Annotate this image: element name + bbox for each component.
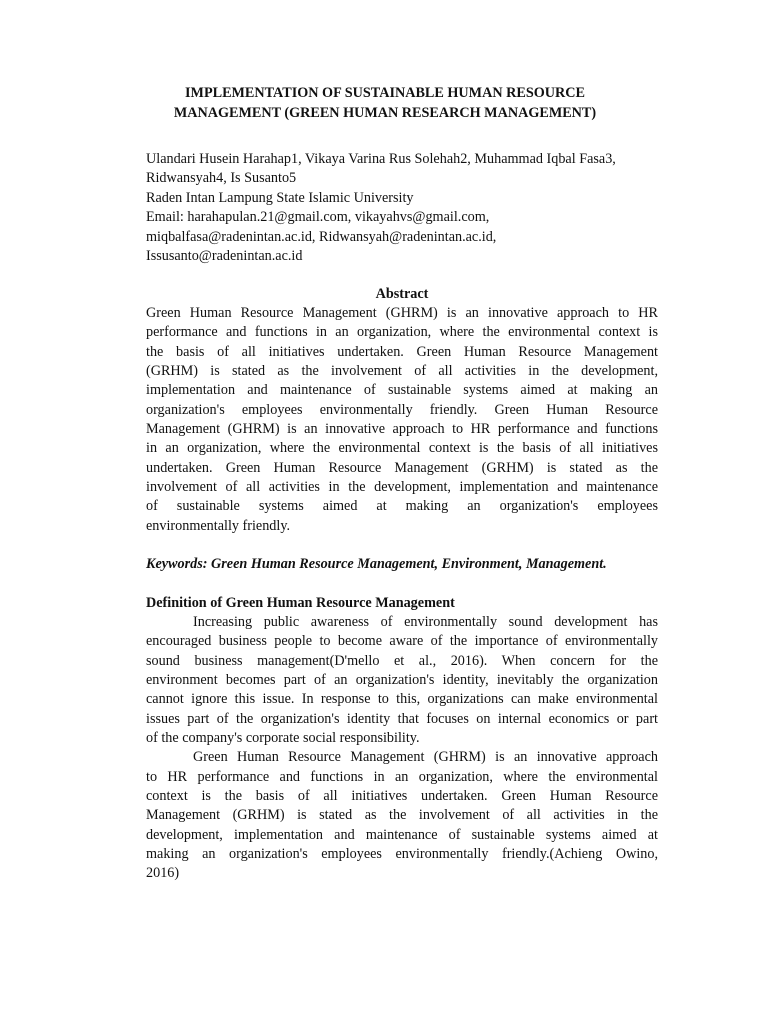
author-block bbox=[146, 150, 666, 266]
section-line: to HR performance and functions in an organization, where the environmental bbox=[146, 768, 658, 785]
abstract-line: (GRHM) is stated as the involvement of all activities in the development, bbox=[146, 363, 658, 380]
section-line: context is the basis of all initiatives undertaken. Green Human Resource bbox=[146, 788, 658, 805]
email-line: miqbalfasa@radenintan.ac.id, Ridwansyah@radenintan.ac.id, bbox=[146, 228, 497, 245]
abstract-line: in an organization, where the environmental context is the basis of all initiatives bbox=[146, 440, 658, 457]
abstract-line: performance and functions in an organization, where the environmental context is bbox=[146, 324, 658, 341]
title-line: MANAGEMENT (GREEN HUMAN RESEARCH MANAGEMENT) bbox=[173, 105, 597, 121]
abstract-line: involvement of all activities in the development, implementation and maintenance bbox=[146, 479, 658, 496]
section-line: 2016) bbox=[146, 865, 180, 882]
section-line: issues part of the organization's identity that focuses on internal economics or part bbox=[146, 710, 658, 727]
email-line: Issusanto@radenintan.ac.id bbox=[146, 248, 303, 265]
abstract-heading: Abstract bbox=[375, 286, 429, 302]
email-line: Email: harahapulan.21@gmail.com, vikayahvs@gmail.com, bbox=[146, 209, 490, 226]
section-line: cannot ignore this issue. In response to this, organizations can make environmental bbox=[146, 691, 658, 708]
section-line: making an organization's employees environmentally friendly.(Achieng Owino, bbox=[146, 846, 658, 863]
section-body bbox=[146, 613, 658, 884]
abstract-line: undertaken. Green Human Resource Management (GRHM) is stated as the bbox=[146, 459, 658, 476]
abstract-line: Green Human Resource Management (GHRM) is an innovative approach to HR bbox=[146, 305, 658, 321]
section-heading: Definition of Green Human Resource Management bbox=[146, 595, 455, 611]
abstract-line: organization's employees environmentally friendly. Green Human Resource bbox=[146, 401, 658, 418]
section-line: development, implementation and maintenance of sustainable systems aimed at bbox=[146, 826, 658, 843]
keywords: Keywords: Green Human Resource Management, Environment, Management. bbox=[146, 556, 607, 572]
section-line: encouraged business people to become aware of the importance of environmentally bbox=[146, 633, 658, 650]
section-line: environment becomes part of an organization's identity, inevitably the organization bbox=[146, 672, 658, 689]
section-line: sound business management(D'mello et al., 2016). When concern for the bbox=[146, 652, 658, 669]
abstract-line: Management (GHRM) is an innovative approach to HR performance and functions bbox=[146, 421, 658, 438]
section-line: Management (GRHM) is stated as the involvement of all activities in the bbox=[146, 807, 658, 824]
abstract-line: the basis of all initiatives undertaken. Green Human Resource Management bbox=[146, 343, 658, 360]
affiliation: Raden Intan Lampung State Islamic University bbox=[146, 189, 414, 206]
abstract-line: environmentally friendly. bbox=[146, 517, 291, 534]
section-line: Green Human Resource Management (GHRM) is an innovative approach bbox=[193, 749, 658, 766]
abstract-line: implementation and maintenance of sustainable systems aimed at making an bbox=[146, 382, 658, 399]
author-names: Ridwansyah4, Is Susanto5 bbox=[146, 170, 297, 187]
section-line: of the company's corporate social responsibility. bbox=[146, 730, 420, 747]
title-line: IMPLEMENTATION OF SUSTAINABLE HUMAN RESOURCE bbox=[185, 85, 585, 101]
paper-title bbox=[120, 83, 650, 123]
abstract-line: of sustainable systems aimed at making an organization's employees bbox=[146, 498, 658, 515]
section-line: Increasing public awareness of environmentally sound development has bbox=[193, 614, 658, 630]
author-names: Ulandari Husein Harahap1, Vikaya Varina Rus Solehah2, Muhammad Iqbal Fasa3, bbox=[146, 151, 616, 167]
abstract-body bbox=[146, 304, 658, 536]
